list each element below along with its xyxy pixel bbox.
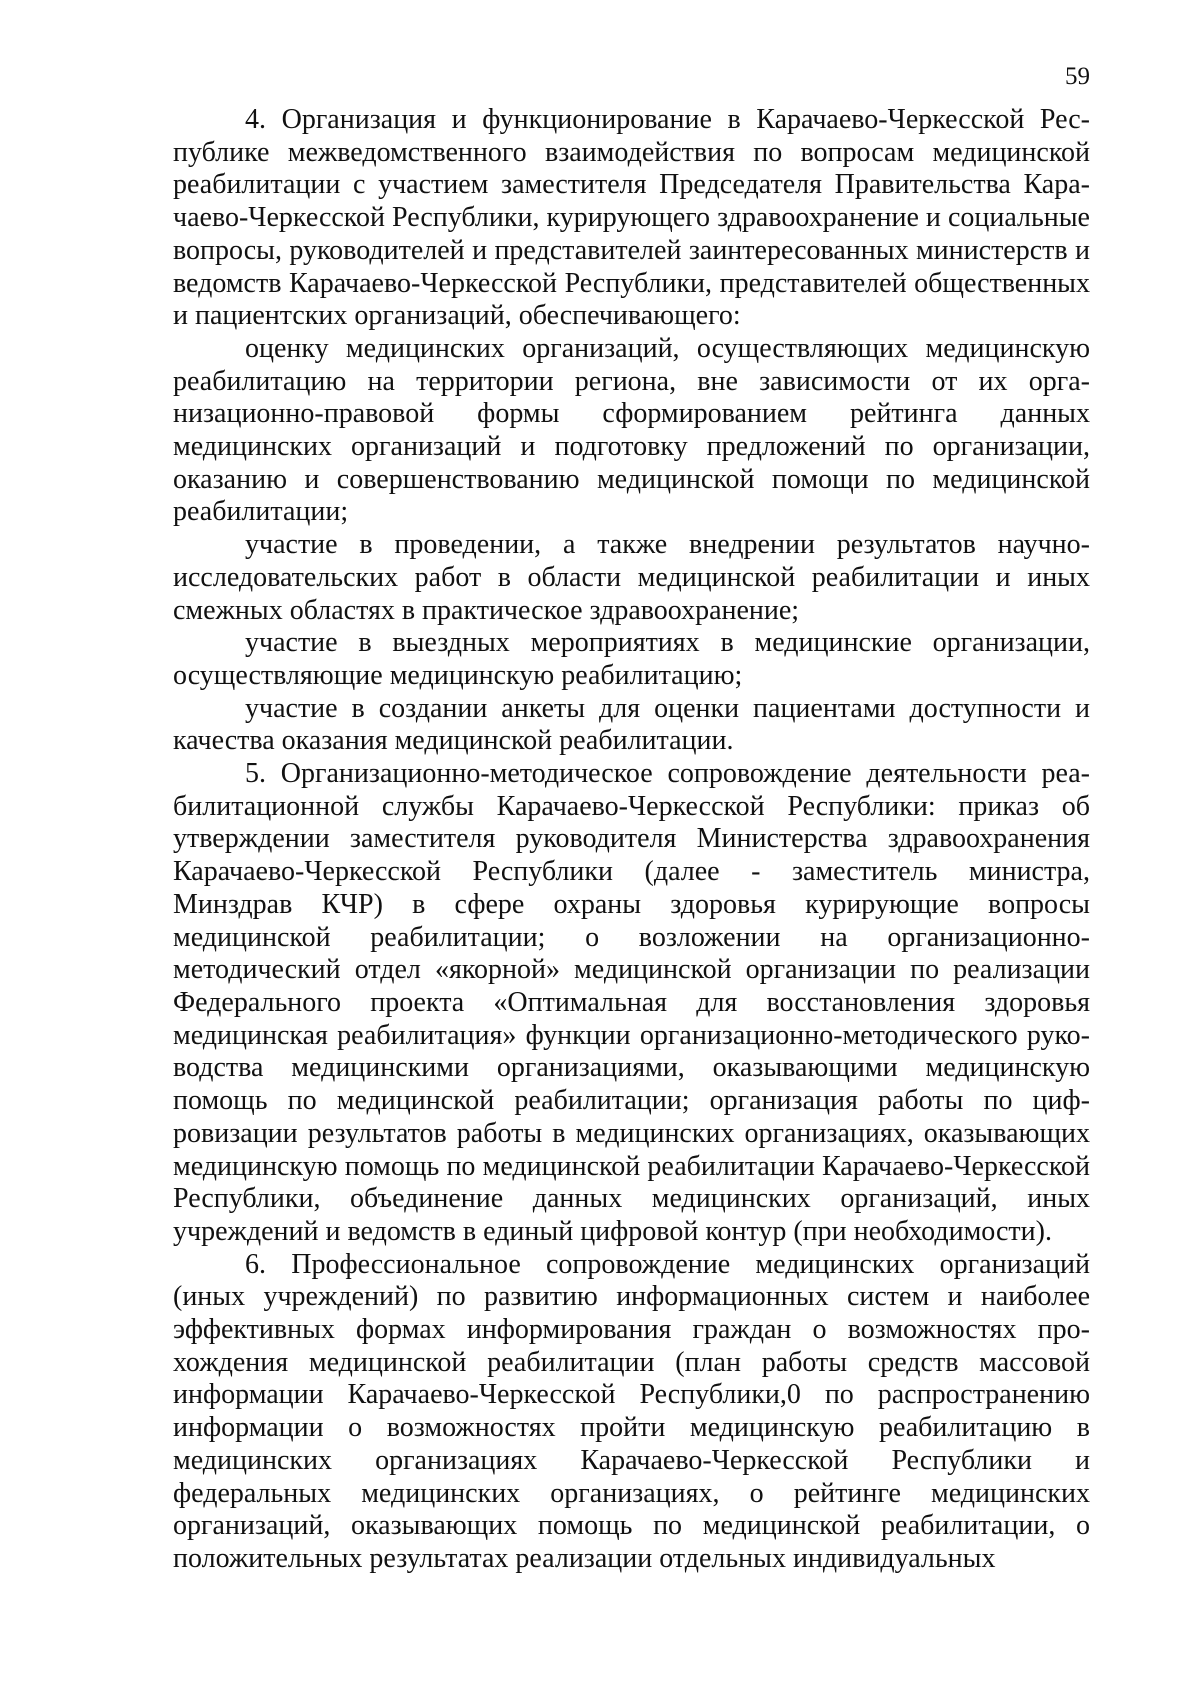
- paragraph-item-4: 4. Организация и функционирование в Карачаево-Черкесской Республике межведомственного взаимодействия по вопросам медицинской реабилитации с участием заместителя Председателя Правительства Карачаево-Черкесской Республики, курирующего здравоохранение и социальные вопросы, руководителей и представителей заинтересованных министерств и ведомств Карачаево-Черкесской Республики, представителей общественных и пациентских организаций, обеспечивающего:: [173, 104, 1090, 332]
- paragraph-evaluation: оценку медицинских организаций, осуществляющих медицинскую реабилитацию на территории региона, вне зависимости от их организационно-правовой формы сформированием рейтинга данных медицинских организаций и подготовку предложений по организации, оказанию и совершенствованию медицинской помощи по медицинской реабилитации;: [173, 332, 1090, 528]
- paragraph-item-6: 6. Профессиональное сопровождение медицинских организаций (иных учреждений) по развитию информационных систем и наиболее эффективных формах информирования граждан о возможностях прохождения медицинской реабилитации (план работы средств массовой информации Карачаево-Черкесской Республики,0 по распространению информации о возможностях пройти медицинскую реабилитацию в медицинских организациях Карачаево-Черкесской Республики и федеральных медицинских организациях, о рейтинге медицинских организаций, оказывающих помощь по медицинской реабилитации, о положительных результатах реализации отдельных индивидуальных: [173, 1248, 1090, 1574]
- paragraph-questionnaire: участие в создании анкеты для оценки пациентами доступности и качества оказания медицинской реабилитации.: [173, 692, 1090, 757]
- paragraph-field-visits: участие в выездных мероприятиях в медицинские организации, осуществляющие медицинскую реабилитацию;: [173, 627, 1090, 691]
- paragraph-research: участие в проведении, а также внедрении результатов научно-исследовательских работ в области медицинской реабилитации и иных смежных областях в практическое здравоохранение;: [173, 529, 1090, 626]
- document-body: [173, 104, 1090, 1576]
- paragraph-item-5: 5. Организационно-методическое сопровождение деятельности реабилитационной службы Карачаево-Черкесской Республики: приказ об утверждении заместителя руководителя Министерства здравоохранения Карачаево-Черкесской Республики (далее - заместитель министра, Минздрав КЧР) в сфере охраны здоровья курирующие вопросы медицинской реабилитации; о возложении на организационно-методический отдел «якорной» медицинской организации по реализации Федерального проекта «Оптимальная для восстановления здоровья медицинская реабилитация» функции организационно-методического руководства медицинскими организациями, оказывающими медицинскую помощь по медицинской реабилитации; организация работы по цифровизации результатов работы в медицинских организациях, оказывающих медицинскую помощь по медицинской реабилитации Карачаево-Черкесской Республики, объединение данных медицинских организаций, иных учреждений и ведомств в единый цифровой контур (при необходимости).: [173, 758, 1090, 1247]
- page-number: 59: [1065, 63, 1090, 90]
